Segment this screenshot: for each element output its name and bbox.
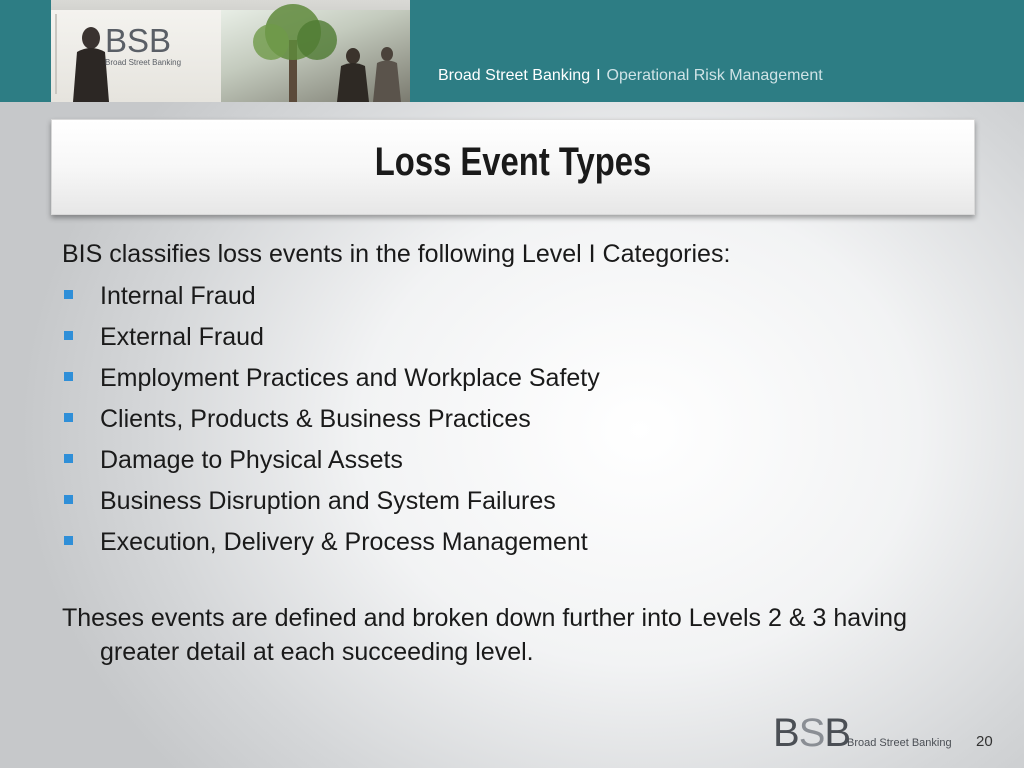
intro-text: BIS classifies loss events in the following Level I Categories:: [62, 240, 731, 268]
header-logo: BSB: [105, 22, 172, 59]
bullet-item: [62, 440, 962, 481]
bullet-text: Execution, Delivery & Process Management: [100, 528, 588, 556]
bullet-text: Internal Fraud: [100, 282, 256, 310]
footer-logo-mark: [773, 713, 850, 753]
header-photo-banner: [51, 0, 410, 102]
header-separator: I: [596, 67, 601, 84]
footer-logo-b: B: [773, 711, 799, 755]
bullet-item: [62, 481, 962, 522]
bullet-text: Business Disruption and System Failures: [100, 487, 556, 515]
slide-title-box: [51, 119, 975, 215]
bullet-item: [62, 276, 962, 317]
slide-title: Loss Event Types: [374, 140, 652, 184]
footer-logo-b2: B: [824, 711, 851, 755]
page-number: 20: [976, 733, 993, 750]
bullet-text: Clients, Products & Business Practices: [100, 405, 531, 433]
footer-logo-s: S: [798, 711, 825, 755]
bullet-item: [62, 399, 962, 440]
square-bullet-icon: [64, 331, 73, 340]
bullet-list: [62, 276, 962, 563]
square-bullet-icon: [64, 454, 73, 463]
company-name: Broad Street Banking: [438, 67, 591, 84]
square-bullet-icon: [64, 536, 73, 545]
footer-logo-name: Broad Street Banking: [847, 737, 952, 749]
square-bullet-icon: [64, 495, 73, 504]
square-bullet-icon: [64, 413, 73, 422]
bullet-item: [62, 317, 962, 358]
bullet-text: Damage to Physical Assets: [100, 446, 403, 474]
bullet-item: [62, 358, 962, 399]
bullet-item: [62, 522, 962, 563]
bullet-text: External Fraud: [100, 323, 264, 351]
section-name: Operational Risk Management: [606, 67, 823, 84]
closing-paragraph: Theses events are defined and broken down further into Levels 2 & 3 having greater detail at each succeeding level.: [62, 604, 907, 666]
header-logo-subtext: Broad Street Banking: [105, 58, 182, 67]
header-title: [438, 67, 823, 85]
square-bullet-icon: [64, 372, 73, 381]
square-bullet-icon: [64, 290, 73, 299]
bullet-text: Employment Practices and Workplace Safety: [100, 364, 600, 392]
slide-content: [62, 236, 962, 669]
